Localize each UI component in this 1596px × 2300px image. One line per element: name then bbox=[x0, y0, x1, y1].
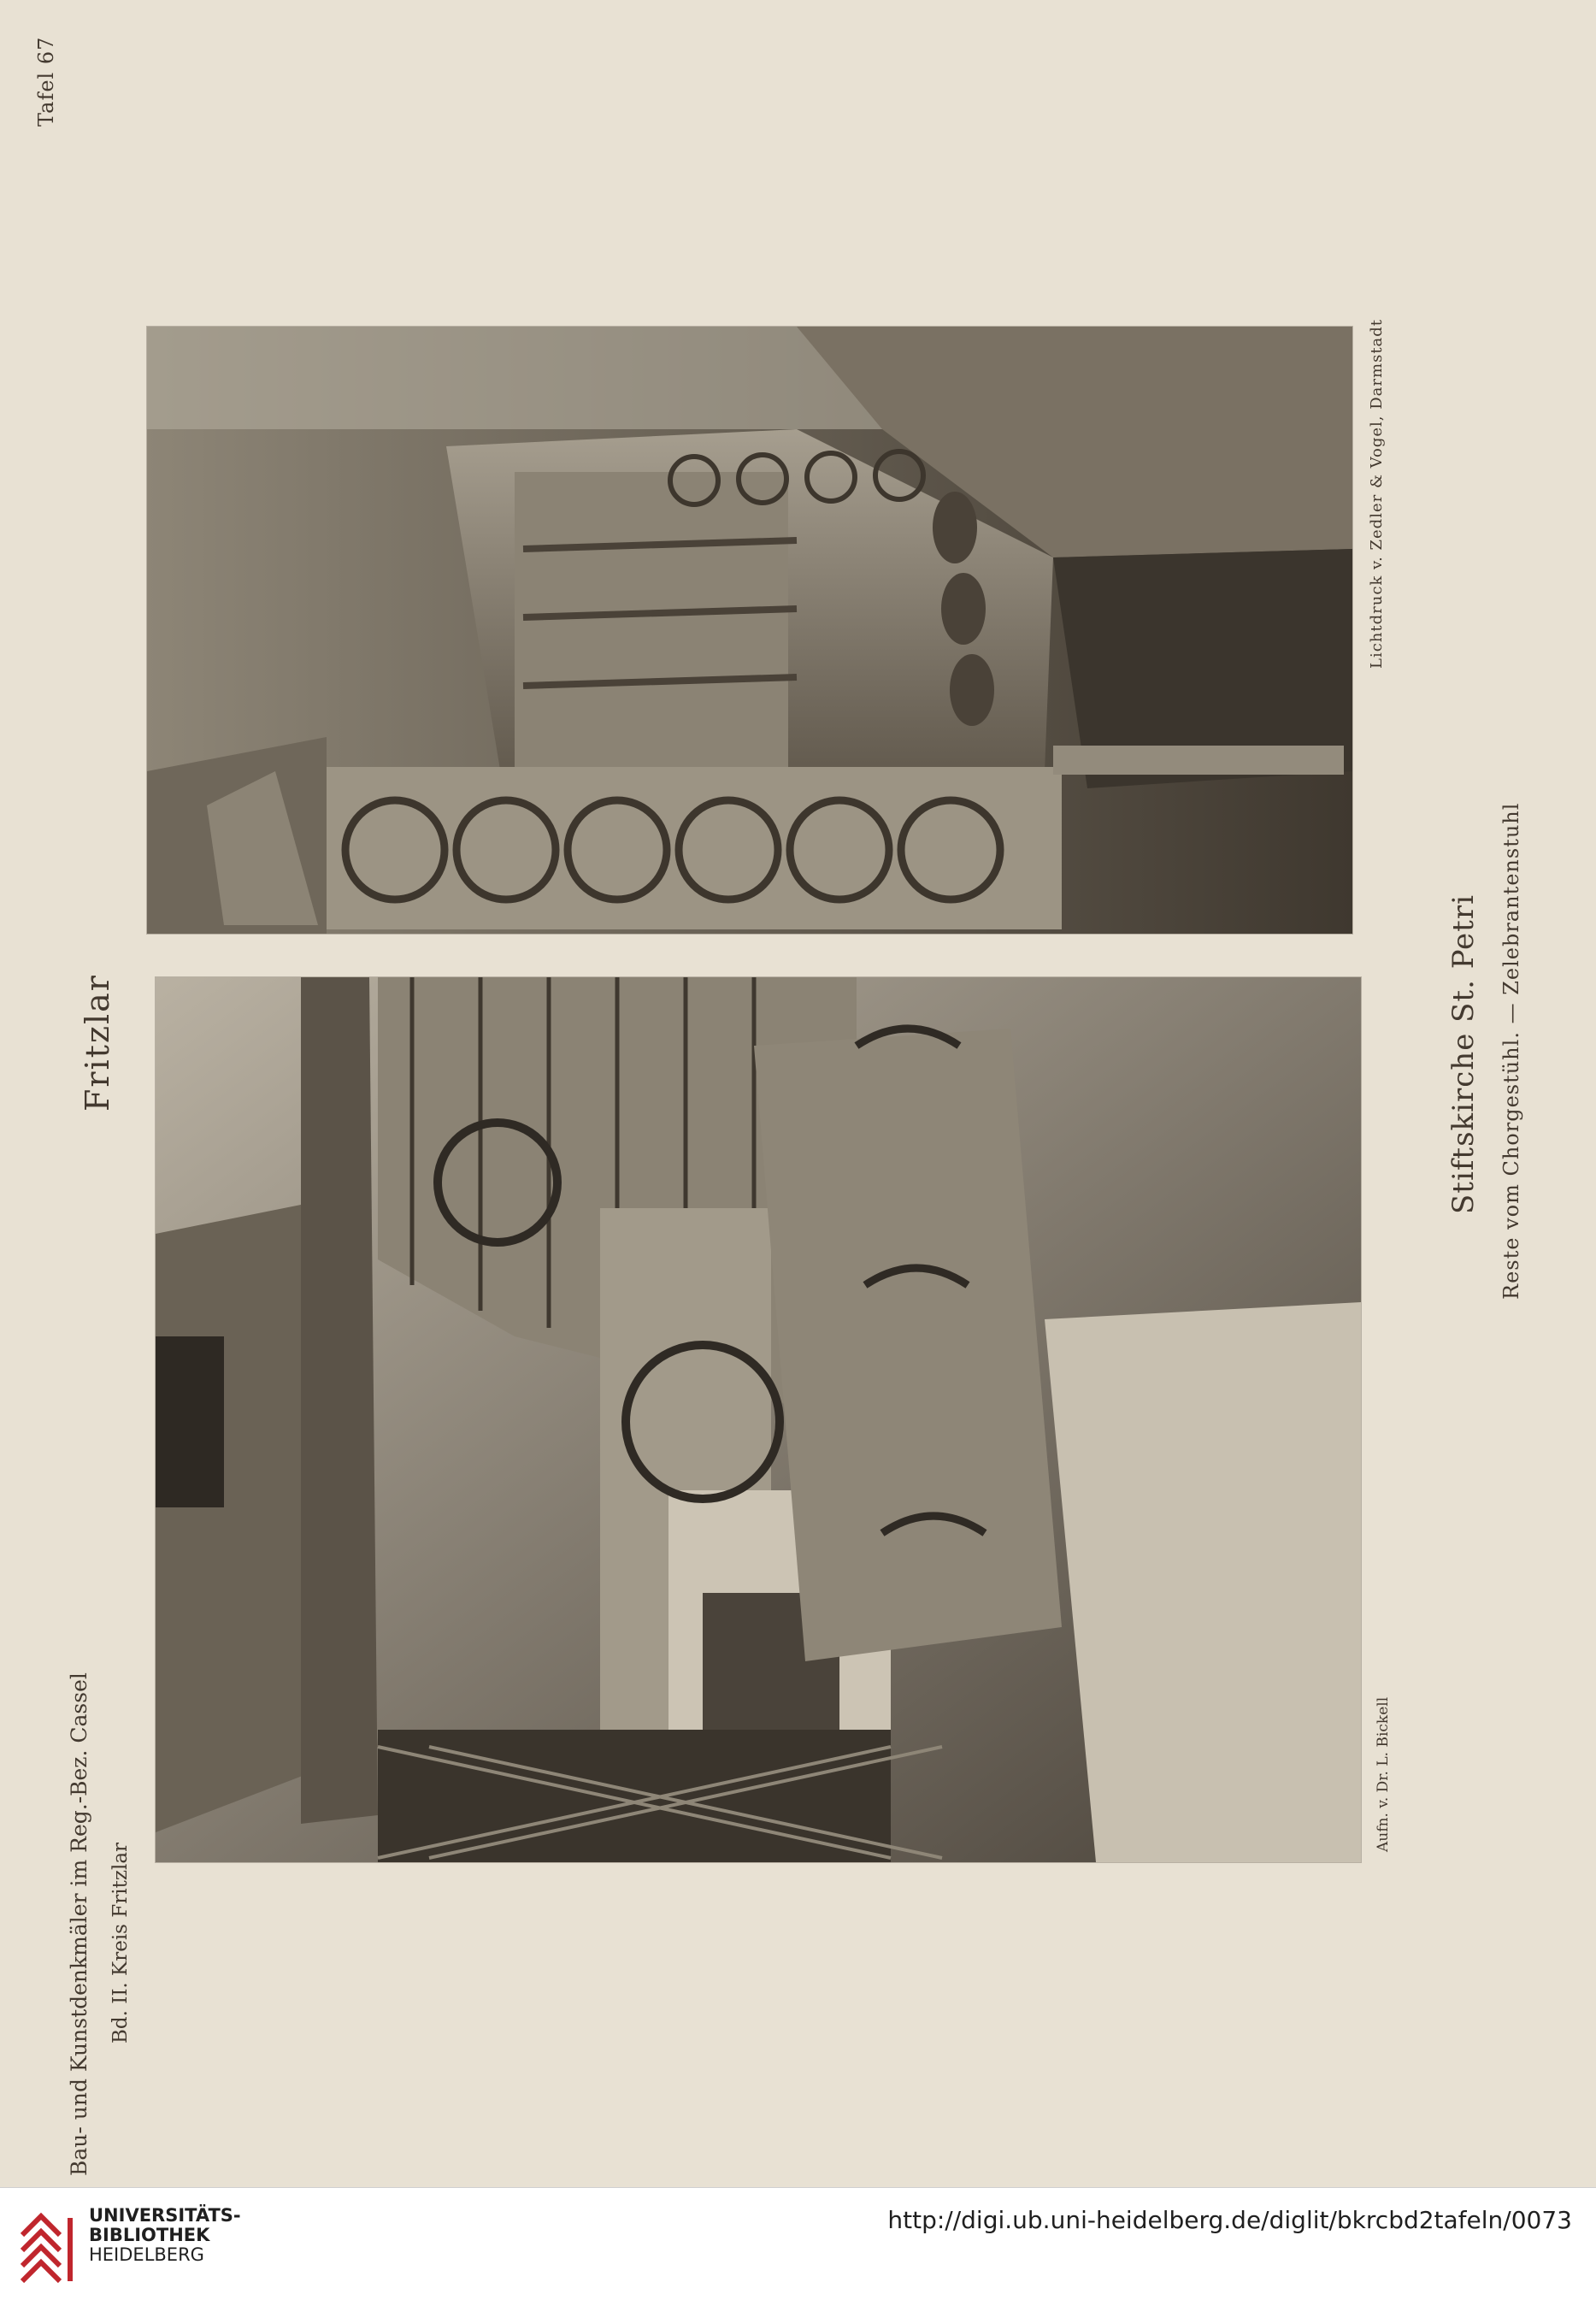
logo-line-2: BIBLIOTHEK bbox=[89, 2225, 210, 2245]
photo-credit: Aufn. v. Dr. L. Bickell bbox=[1375, 1696, 1392, 1852]
logo-line-1: UNIVERSITÄTS- bbox=[89, 2205, 241, 2226]
photo-celebrant-chair-lower bbox=[156, 977, 1361, 1862]
tafel-label: Tafel 67 bbox=[34, 36, 58, 127]
place-title: Fritzlar bbox=[79, 974, 116, 1112]
logo-line-3: HEIDELBERG bbox=[89, 2244, 204, 2265]
library-logo-icon bbox=[19, 2201, 79, 2285]
photo-choir-stall-upper bbox=[147, 327, 1352, 934]
caption-title: Stiftskirche St. Petri bbox=[1446, 894, 1481, 1214]
volume-line: Bd. II. Kreis Fritzlar bbox=[109, 1842, 132, 2043]
caption-subtitle: Reste vom Chorgestühl. — Zelebrantenstuhl bbox=[1499, 802, 1523, 1300]
series-title: Bau- und Kunstdenkmäler im Reg.-Bez. Cassel bbox=[67, 1672, 91, 2176]
library-logo-text bbox=[89, 2206, 241, 2265]
source-url-link[interactable]: http://digi.ub.uni-heidelberg.de/diglit/bkrcbd2tafeln/0073 bbox=[887, 2206, 1572, 2234]
printer-credit: Lichtdruck v. Zedler & Vogel, Darmstadt bbox=[1368, 318, 1386, 669]
